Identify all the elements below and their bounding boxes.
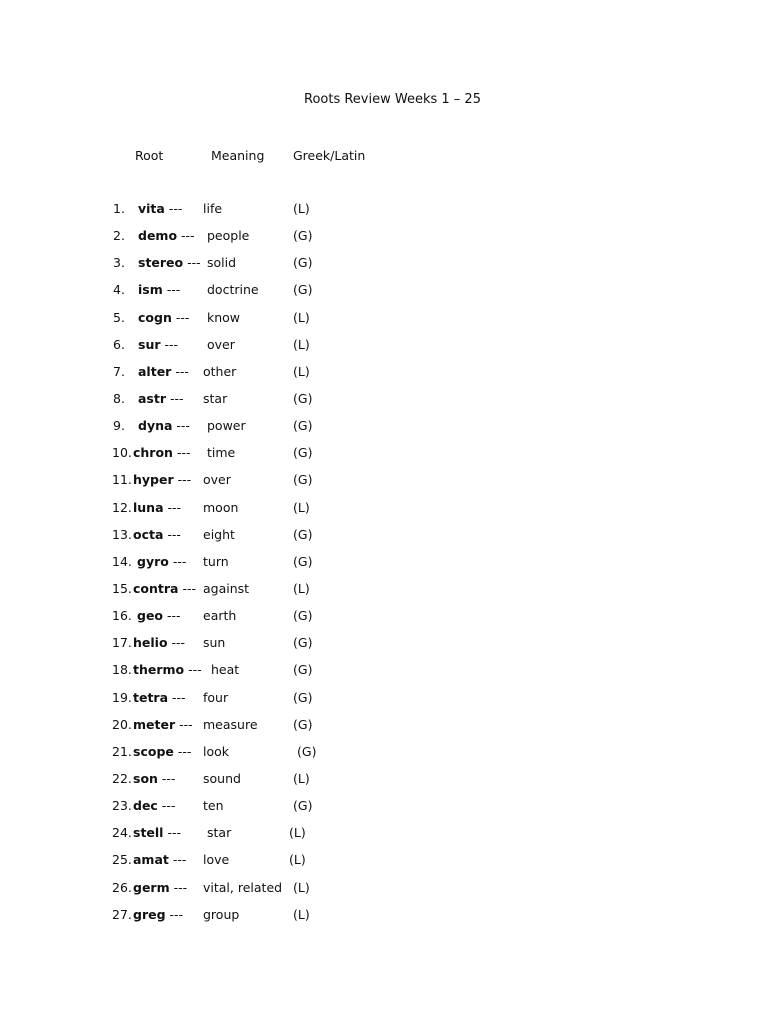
entry-origin: (L) bbox=[293, 906, 310, 922]
list-item bbox=[0, 907, 768, 934]
root-word: gyro bbox=[137, 553, 169, 569]
entry-number: 4. bbox=[113, 282, 125, 298]
list-item bbox=[0, 635, 768, 662]
entry-root bbox=[133, 744, 191, 759]
root-dash: --- bbox=[173, 472, 192, 488]
entry-number: 16. bbox=[112, 608, 132, 624]
entry-number: 14. bbox=[112, 553, 132, 569]
entry-number: 1. bbox=[113, 201, 125, 216]
list-item bbox=[0, 662, 768, 689]
root-dash: --- bbox=[163, 499, 182, 515]
root-dash: --- bbox=[163, 825, 181, 841]
root-word: chron bbox=[133, 445, 173, 461]
root-dash: --- bbox=[157, 798, 176, 814]
root-dash: --- bbox=[164, 201, 183, 216]
root-word: stereo bbox=[138, 255, 184, 271]
header-origin: Greek/Latin bbox=[293, 148, 366, 163]
entry-origin: (G) bbox=[293, 689, 313, 705]
entry-origin: (L) bbox=[293, 201, 310, 216]
entry-meaning: solid bbox=[207, 255, 237, 271]
entry-number: 3. bbox=[113, 255, 125, 271]
entry-meaning: star bbox=[207, 825, 232, 841]
entry-root bbox=[133, 662, 202, 677]
root-word: luna bbox=[133, 499, 164, 515]
entry-meaning: over bbox=[207, 336, 235, 352]
list-item bbox=[0, 771, 768, 798]
list-item bbox=[0, 391, 768, 418]
entry-number: 6. bbox=[113, 336, 125, 352]
entry-meaning: ten bbox=[203, 798, 224, 814]
root-dash: --- bbox=[169, 879, 188, 895]
entry-origin: (G) bbox=[293, 553, 313, 569]
root-dash: --- bbox=[173, 743, 192, 759]
list-item bbox=[0, 364, 768, 391]
entry-root bbox=[133, 445, 190, 460]
list-item bbox=[0, 500, 768, 527]
entry-number: 12. bbox=[112, 499, 132, 515]
root-dash: --- bbox=[157, 770, 176, 786]
entry-origin: (L) bbox=[293, 363, 310, 379]
root-word: son bbox=[133, 770, 158, 786]
root-dash: --- bbox=[162, 282, 181, 298]
entry-meaning: vital, related bbox=[203, 879, 283, 895]
entry-meaning: four bbox=[203, 689, 229, 705]
entry-root bbox=[138, 282, 180, 297]
root-word: sur bbox=[138, 336, 161, 352]
entry-root bbox=[133, 581, 196, 596]
list-item bbox=[0, 527, 768, 554]
entry-root bbox=[138, 391, 184, 406]
entry-meaning: heat bbox=[211, 662, 240, 678]
entry-origin: (G) bbox=[293, 282, 313, 298]
list-item bbox=[0, 228, 768, 255]
list-item bbox=[0, 418, 768, 445]
entry-origin: (G) bbox=[293, 526, 313, 542]
list-item bbox=[0, 554, 768, 581]
root-dash: --- bbox=[167, 635, 186, 651]
root-dash: --- bbox=[171, 363, 189, 379]
list-item bbox=[0, 472, 768, 499]
header-meaning: Meaning bbox=[211, 148, 265, 163]
entry-number: 2. bbox=[113, 228, 125, 244]
entry-origin: (G) bbox=[293, 418, 313, 434]
root-word: greg bbox=[133, 906, 166, 922]
entry-number: 17. bbox=[112, 635, 132, 651]
entry-origin: (L) bbox=[293, 879, 310, 895]
entry-number: 21. bbox=[112, 743, 132, 759]
entry-meaning: time bbox=[207, 445, 236, 461]
entry-root bbox=[138, 228, 195, 243]
entry-origin: (G) bbox=[293, 228, 313, 244]
root-word: dyna bbox=[138, 418, 173, 434]
entry-root bbox=[138, 418, 190, 433]
entry-origin: (G) bbox=[293, 608, 313, 624]
entry-origin: (L) bbox=[289, 852, 306, 868]
entry-number: 18. bbox=[112, 662, 132, 678]
entry-root bbox=[133, 635, 185, 650]
entry-number: 10. bbox=[112, 445, 132, 461]
entry-root bbox=[133, 527, 181, 542]
entry-root bbox=[133, 798, 175, 813]
root-dash: --- bbox=[166, 390, 184, 406]
entry-meaning: sound bbox=[203, 770, 241, 786]
entry-meaning: moon bbox=[203, 499, 239, 515]
entry-meaning: people bbox=[207, 228, 250, 244]
entry-number: 22. bbox=[112, 770, 132, 786]
entry-origin: (G) bbox=[293, 662, 313, 678]
root-word: germ bbox=[133, 879, 170, 895]
root-dash: --- bbox=[183, 255, 201, 271]
root-word: thermo bbox=[133, 662, 185, 678]
root-dash: --- bbox=[168, 852, 187, 868]
entry-meaning: earth bbox=[203, 608, 237, 624]
entry-root bbox=[133, 880, 187, 895]
entry-root bbox=[138, 364, 189, 379]
list-item bbox=[0, 581, 768, 608]
entry-meaning: other bbox=[203, 363, 237, 379]
root-dash: --- bbox=[171, 309, 190, 325]
list-item bbox=[0, 744, 768, 771]
root-word: dec bbox=[133, 798, 158, 814]
entry-meaning: doctrine bbox=[207, 282, 259, 298]
entry-root bbox=[133, 907, 183, 922]
root-word: meter bbox=[133, 716, 176, 732]
entry-root bbox=[138, 337, 178, 352]
list-item bbox=[0, 717, 768, 744]
entry-meaning: eight bbox=[203, 526, 235, 542]
root-word: demo bbox=[138, 228, 178, 244]
entry-root bbox=[138, 201, 182, 216]
entry-origin: (L) bbox=[293, 580, 310, 596]
entry-origin: (L) bbox=[293, 336, 310, 352]
list-item bbox=[0, 445, 768, 472]
root-word: amat bbox=[133, 852, 169, 868]
entry-meaning: star bbox=[203, 390, 228, 406]
entry-number: 19. bbox=[112, 689, 132, 705]
root-word: scope bbox=[133, 743, 174, 759]
list-item bbox=[0, 690, 768, 717]
entry-root bbox=[137, 554, 186, 569]
root-dash: --- bbox=[168, 689, 186, 705]
list-item bbox=[0, 852, 768, 879]
root-word: octa bbox=[133, 526, 164, 542]
entry-root bbox=[133, 472, 191, 487]
list-item bbox=[0, 201, 768, 228]
entry-origin: (G) bbox=[293, 472, 313, 488]
entry-number: 20. bbox=[112, 716, 132, 732]
entry-meaning: turn bbox=[203, 553, 229, 569]
list-item bbox=[0, 310, 768, 337]
entry-meaning: against bbox=[203, 580, 250, 596]
roots-list bbox=[0, 201, 768, 934]
entry-number: 13. bbox=[112, 526, 132, 542]
entry-meaning: measure bbox=[203, 716, 258, 732]
entry-number: 27. bbox=[112, 906, 132, 922]
root-word: cogn bbox=[138, 309, 172, 325]
root-dash: --- bbox=[172, 418, 190, 434]
entry-origin: (L) bbox=[289, 825, 306, 841]
entry-number: 15. bbox=[112, 580, 132, 596]
entry-origin: (G) bbox=[293, 635, 313, 651]
root-dash: --- bbox=[160, 336, 179, 352]
entry-number: 25. bbox=[112, 852, 132, 868]
entry-origin: (G) bbox=[293, 716, 313, 732]
entry-meaning: life bbox=[203, 201, 223, 216]
entry-root bbox=[137, 608, 181, 623]
list-item bbox=[0, 608, 768, 635]
entry-meaning: know bbox=[207, 309, 241, 325]
entry-number: 7. bbox=[113, 363, 125, 379]
root-word: geo bbox=[137, 608, 164, 624]
entry-origin: (L) bbox=[293, 499, 310, 515]
entry-number: 9. bbox=[113, 418, 125, 434]
entry-root bbox=[133, 825, 181, 840]
list-item bbox=[0, 825, 768, 852]
root-word: astr bbox=[138, 390, 167, 406]
entry-root bbox=[133, 771, 175, 786]
root-word: contra bbox=[133, 580, 179, 596]
list-item bbox=[0, 880, 768, 907]
entry-origin: (G) bbox=[293, 445, 313, 461]
entry-number: 8. bbox=[113, 390, 125, 406]
entry-origin: (G) bbox=[293, 390, 313, 406]
root-dash: --- bbox=[184, 662, 202, 678]
root-word: helio bbox=[133, 635, 168, 651]
entry-number: 11. bbox=[112, 472, 132, 488]
entry-meaning: look bbox=[203, 743, 230, 759]
entry-meaning: group bbox=[203, 906, 240, 922]
root-dash: --- bbox=[165, 906, 184, 922]
entry-root bbox=[133, 852, 186, 867]
root-word: ism bbox=[138, 282, 163, 298]
entry-number: 5. bbox=[113, 309, 125, 325]
root-dash: --- bbox=[175, 716, 193, 732]
root-word: hyper bbox=[133, 472, 174, 488]
root-dash: --- bbox=[178, 580, 196, 596]
root-word: stell bbox=[133, 825, 164, 841]
document-title: Roots Review Weeks 1 – 25 bbox=[304, 92, 481, 107]
root-word: alter bbox=[138, 363, 172, 379]
entry-meaning: over bbox=[203, 472, 231, 488]
root-word: tetra bbox=[133, 689, 169, 705]
root-word: vita bbox=[138, 201, 165, 216]
entry-root bbox=[133, 690, 186, 705]
list-item bbox=[0, 337, 768, 364]
entry-number: 24. bbox=[112, 825, 132, 841]
root-dash: --- bbox=[177, 228, 195, 244]
entry-number: 26. bbox=[112, 879, 132, 895]
entry-origin: (G) bbox=[293, 255, 313, 271]
entry-meaning: sun bbox=[203, 635, 226, 651]
entry-root bbox=[133, 717, 193, 732]
entry-origin: (L) bbox=[293, 770, 310, 786]
list-item bbox=[0, 255, 768, 282]
entry-origin: (L) bbox=[293, 309, 310, 325]
entry-root bbox=[133, 500, 181, 515]
entry-root bbox=[138, 310, 189, 325]
entry-meaning: love bbox=[203, 852, 230, 868]
entry-root bbox=[138, 255, 201, 270]
entry-meaning: power bbox=[207, 418, 246, 434]
list-item bbox=[0, 282, 768, 309]
entry-number: 23. bbox=[112, 798, 132, 814]
entry-origin: (G) bbox=[297, 743, 317, 759]
list-item bbox=[0, 798, 768, 825]
entry-origin: (G) bbox=[293, 798, 313, 814]
root-dash: --- bbox=[168, 553, 187, 569]
root-dash: --- bbox=[163, 608, 181, 624]
header-root: Root bbox=[135, 148, 164, 163]
root-dash: --- bbox=[163, 526, 181, 542]
root-dash: --- bbox=[172, 445, 191, 461]
